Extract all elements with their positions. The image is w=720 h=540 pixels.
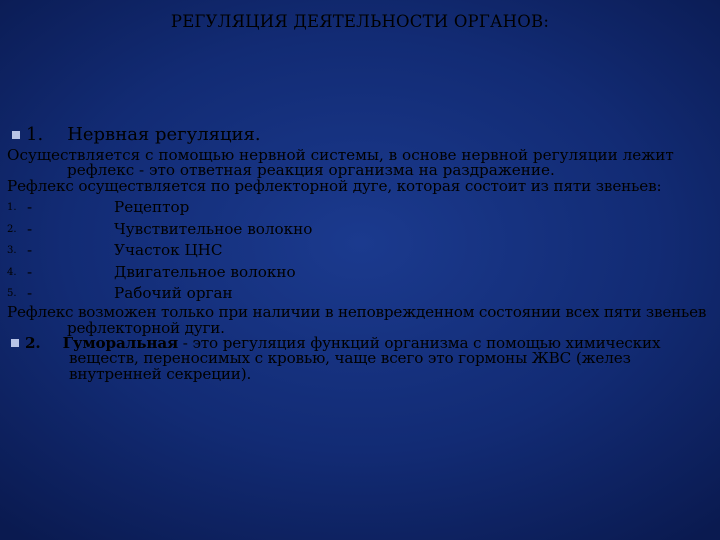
list-item [7, 280, 713, 302]
list-item-dash: - [27, 284, 33, 303]
section-heading-nervous [12, 124, 261, 145]
heading-number: 1. [26, 124, 44, 145]
heading-text: Нервная регуляция. [67, 124, 261, 145]
list-item-dash: - [27, 219, 33, 238]
square-bullet-icon [11, 339, 19, 347]
list-item [7, 194, 713, 216]
humoral-term: Гуморальная [62, 333, 179, 352]
list-item-number: 3. [7, 245, 17, 257]
humoral-text: - это регуляция функций организма с помощью химических веществ, переносимых с кровью, чаще всего это гормоны ЖВС (желез внутренней секреции). [69, 333, 661, 383]
list-item-number: 2. [7, 223, 17, 235]
slide-title: РЕГУЛЯЦИЯ ДЕЯТЕЛЬНОСТИ ОРГАНОВ: [170, 12, 550, 31]
list-item-number: 5. [7, 288, 17, 300]
list-item-dash: - [27, 262, 33, 281]
list-item-text: Рецептор [114, 198, 190, 217]
list-item-text: Чувствительное волокно [114, 219, 313, 238]
list-item-text: Двигательное волокно [114, 262, 296, 281]
list-item-text: Участок ЦНС [114, 241, 223, 260]
list-item [7, 258, 713, 280]
humoral-number: 2. [25, 333, 41, 352]
list-item-dash: - [27, 241, 33, 260]
paragraph-nervous-definition: Осуществляется с помощью нервной системы, в основе нервной регуляции лежит рефлекс - это ответная реакция организма на раздражение. [7, 146, 674, 180]
list-item [7, 237, 713, 259]
square-bullet-icon [12, 131, 20, 139]
paragraph-reflex-condition: Рефлекс возможен только при наличии в неповрежденном состоянии всех пяти звеньев рефлекторной дуги. [7, 303, 707, 337]
list-item [7, 215, 713, 237]
paragraph-reflex-arc: Рефлекс осуществляется по рефлекторной дуге, которая состоит из пяти звеньев: [7, 176, 662, 195]
list-item-number: 4. [7, 266, 17, 278]
list-item-text: Рабочий орган [114, 284, 233, 303]
list-item-number: 1. [7, 202, 17, 214]
slide-body [7, 148, 713, 382]
list-item-dash: - [27, 198, 33, 217]
paragraph-humoral [7, 333, 713, 383]
